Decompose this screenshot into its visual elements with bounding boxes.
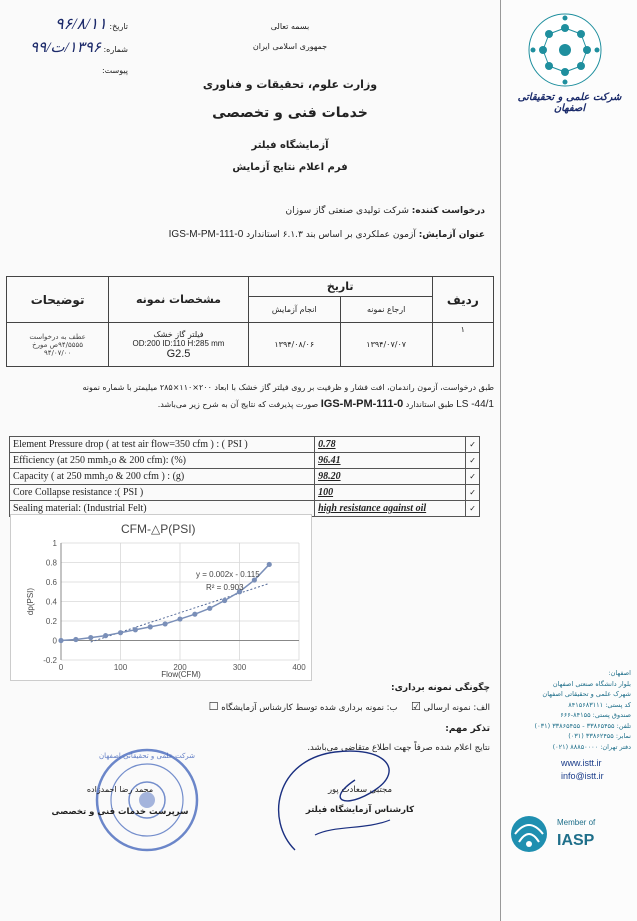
test-title-label: عنوان آزمایش:	[418, 230, 485, 240]
date-line	[8, 14, 128, 34]
check-icon: ✓	[466, 469, 480, 485]
check-icon: ✓	[466, 437, 480, 453]
x-tick-label: 0	[58, 663, 64, 672]
y-tick-label: 0.2	[45, 617, 57, 626]
attachment-line	[60, 66, 128, 75]
spec-line-3: G2.5	[166, 347, 191, 360]
service-title: خدمات فنی و تخصصی	[212, 105, 368, 121]
seal-graphic	[92, 745, 202, 855]
sample-table	[6, 276, 494, 367]
y-tick-label: 1	[52, 539, 57, 548]
requester-line	[200, 206, 485, 216]
chart-container	[10, 514, 312, 681]
date-label: تاریخ:	[109, 22, 128, 31]
sidebar	[500, 0, 637, 921]
contact-line-8: دفتر تهران: ۸۸۸۵۰۰۰۰ (۰۲۱)	[552, 742, 631, 751]
left-signer-title: سرپرست خدمات فنی و تخصصی	[51, 807, 189, 817]
chart-svg	[11, 515, 311, 680]
contact-line-5: صندوق پستی: ۸۴۱۵۵-۶۶۶	[560, 711, 631, 719]
sampling-title: چگونگی نمونه برداری:	[391, 683, 490, 693]
row-index: ۱	[432, 323, 493, 367]
result-label: Capacity ( at 250 mmh₂o & 200 cfm ) : (g)	[10, 469, 315, 485]
website-link[interactable]: www.istt.ir	[561, 758, 602, 768]
ministry-title: وزارت علوم، تحقیقات و فناوری	[202, 78, 378, 91]
row-done: ۱۳۹۴/۰۸/۰۶	[248, 323, 340, 367]
statement-line-1	[6, 382, 494, 394]
data-point	[88, 635, 93, 640]
data-point	[222, 598, 227, 603]
result-value: 96.41	[315, 453, 466, 469]
statement-text-2-pre: طبق استاندارد	[405, 400, 454, 409]
row-referral: ۱۳۹۴/۰۷/۰۷	[340, 323, 432, 367]
option-a-label: الف: نمونه ارسالی	[423, 703, 490, 713]
col-notes: توضیحات	[7, 277, 109, 323]
table-row	[7, 323, 494, 367]
spec-line-2: OD:200 ID:110 H:285 mm	[132, 338, 225, 348]
statement-line-2	[6, 398, 494, 410]
result-value: high resistance against oil	[315, 501, 466, 517]
data-point	[118, 630, 123, 635]
contact-line-7: نمابر: ۳۳۸۶۲۴۵۵ (۰۳۱)	[568, 732, 631, 740]
note-title: تذکر مهم:	[445, 724, 490, 734]
test-title-line	[120, 229, 485, 240]
y-tick-label: 0.8	[45, 558, 57, 568]
result-label: Core Collapse resistance :( PSI )	[10, 485, 315, 501]
row-spec	[109, 323, 249, 367]
trend-equation: y = 0.002x - 0.115	[196, 570, 260, 579]
result-row	[10, 453, 480, 469]
result-row	[10, 437, 480, 453]
republic-title: جمهوری اسلامی ایران	[252, 42, 328, 51]
row-notes	[7, 323, 109, 367]
data-point	[148, 624, 153, 629]
sampling-options	[140, 700, 490, 713]
result-label: Sealing material: (Industrial Felt)	[10, 501, 315, 517]
number-value: ۱۳۹۶/ت/۹۹	[30, 40, 101, 56]
date-value: ۹۶/۸/۱۱	[54, 16, 107, 33]
col-done: انجام آزمایش	[248, 297, 340, 323]
attachment-label: پیوست:	[101, 66, 128, 75]
seal	[92, 745, 202, 855]
test-title-value: آزمون عملکردی بر اساس بند ۶.۱.۳ استاندارد	[246, 230, 416, 240]
check-icon: ✓	[466, 453, 480, 469]
number-line	[8, 38, 128, 57]
option-a-checkbox[interactable]: ☑	[410, 700, 421, 713]
signature-scribble	[255, 740, 415, 860]
check-icon: ✓	[466, 501, 480, 517]
result-value: 100	[315, 485, 466, 501]
option-b-checkbox[interactable]: ☐	[208, 700, 219, 713]
number-label: شماره:	[103, 45, 128, 54]
requester-label: درخواست کننده:	[411, 206, 485, 216]
form-title: فرم اعلام نتایج آزمایش	[232, 162, 348, 173]
iasp-name: IASP	[557, 832, 595, 849]
statement-text-1: طبق درخواست، آزمون راندمان، افت فشار و ظرفیت بر روی فیلتر گاز خشک با ابعاد ۲۰۰×۱۱۰×۲۸۵ میلیمتر با شماره نمونه	[82, 383, 494, 392]
left-signer-name: محمد رضا احمدزاده	[86, 785, 154, 794]
check-icon: ✓	[466, 485, 480, 501]
iasp-icon	[509, 812, 549, 856]
company-name: شرکت علمی و تحقیقاتی اصفهان	[517, 92, 622, 114]
col-spec: مشخصات نمونه	[109, 277, 249, 323]
y-tick-label: 0.4	[45, 597, 57, 607]
contact-line-1: اصفهان:	[608, 669, 631, 677]
data-point	[103, 633, 108, 638]
company-logo-icon	[527, 12, 603, 88]
y-tick-label: 0.6	[45, 578, 57, 587]
results-table	[9, 436, 480, 517]
y-tick-label: -0.2	[43, 656, 57, 665]
result-row	[10, 469, 480, 485]
result-label: Element Pressure drop ( at test air flow=350 cfm ) : ( PSI )	[10, 437, 315, 453]
x-tick-label: 300	[232, 663, 247, 672]
col-date: تاریخ	[248, 277, 432, 297]
company-logo	[527, 12, 603, 88]
email-link[interactable]: info@istt.ir	[561, 771, 604, 781]
data-point	[177, 616, 182, 621]
notes-line-2: ۹۴/۵۵۵۵ص مورخ	[32, 340, 84, 349]
x-axis-label: Flow(CFM)	[161, 670, 201, 679]
bismillah: بسمه تعالی	[270, 22, 310, 31]
right-signer-title: کارشناس آزمایشگاه فیلتر	[305, 805, 415, 815]
statement-text-2-post: صورت پذیرفت که نتایج آن به شرح زیر می‌باشد.	[157, 400, 319, 409]
data-point	[163, 621, 168, 626]
note-text: نتایج اعلام شده صرفاً جهت اطلاع متقاضی می‌باشد.	[307, 743, 490, 753]
data-point	[207, 606, 212, 611]
option-b-label: ب: نمونه برداری شده توسط کارشناس آزمایشگاه	[221, 703, 398, 713]
data-point	[133, 627, 138, 632]
data-point	[267, 562, 272, 567]
seal-text: شرکت علمی و تحقیقاتی اصفهان	[98, 752, 196, 760]
statement-standard: IGS-M-PM-111-0	[320, 398, 404, 410]
data-point	[192, 612, 197, 617]
result-value: 98.20	[315, 469, 466, 485]
y-tick-label: 0	[52, 636, 57, 646]
right-signer-name: مجتبی سعادت پور	[327, 785, 393, 795]
col-row: ردیف	[432, 277, 493, 323]
result-row	[10, 485, 480, 501]
iasp-member-of: Member of	[557, 818, 596, 827]
iasp-logo	[509, 812, 549, 856]
result-label: Efficiency (at 250 mmh₂o & 200 cfm): (%)	[10, 453, 315, 469]
signature-graphic	[255, 740, 415, 860]
col-referral: ارجاع نمونه	[340, 297, 432, 323]
x-tick-label: 100	[113, 663, 128, 672]
contact-line-3: شهرک علمی و تحقیقاتی اصفهان	[542, 690, 631, 698]
test-standard: IGS-M-PM-111-0	[168, 229, 244, 240]
result-value: 0.78	[315, 437, 466, 453]
spec-line-1: فیلتر گاز خشک	[153, 329, 204, 339]
trend-r2: R² = 0.903	[206, 583, 244, 592]
contact-line-6: تلفن: ۳۳۸۶۵۴۵۵ - ۳۳۸۶۵۴۵۵ (۰۳۱)	[534, 721, 631, 730]
notes-line-1: عطف به درخواست	[29, 332, 86, 341]
data-point	[58, 638, 63, 643]
x-tick-label: 400	[292, 663, 306, 672]
contact-line-4: کد پستی: ۸۴۱۵۶۸۳۱۱۱	[568, 700, 631, 709]
x-tick-label: 200	[173, 663, 187, 672]
contact-block	[509, 668, 631, 752]
chart-title: CFM-△P(PSI)	[121, 522, 196, 536]
data-point	[73, 637, 78, 642]
requester-value: شرکت تولیدی صنعتی گاز سوزان	[285, 206, 409, 216]
statement-ls: LS -44/1	[456, 399, 494, 410]
notes-line-3: ۹۴/۰۷/۰۰	[43, 348, 72, 357]
lab-title: آزمایشگاه فیلتر	[251, 140, 329, 151]
contact-line-2: بلوار دانشگاه صنعتی اصفهان	[552, 679, 631, 688]
y-axis-label: dp(PSI)	[26, 587, 35, 616]
